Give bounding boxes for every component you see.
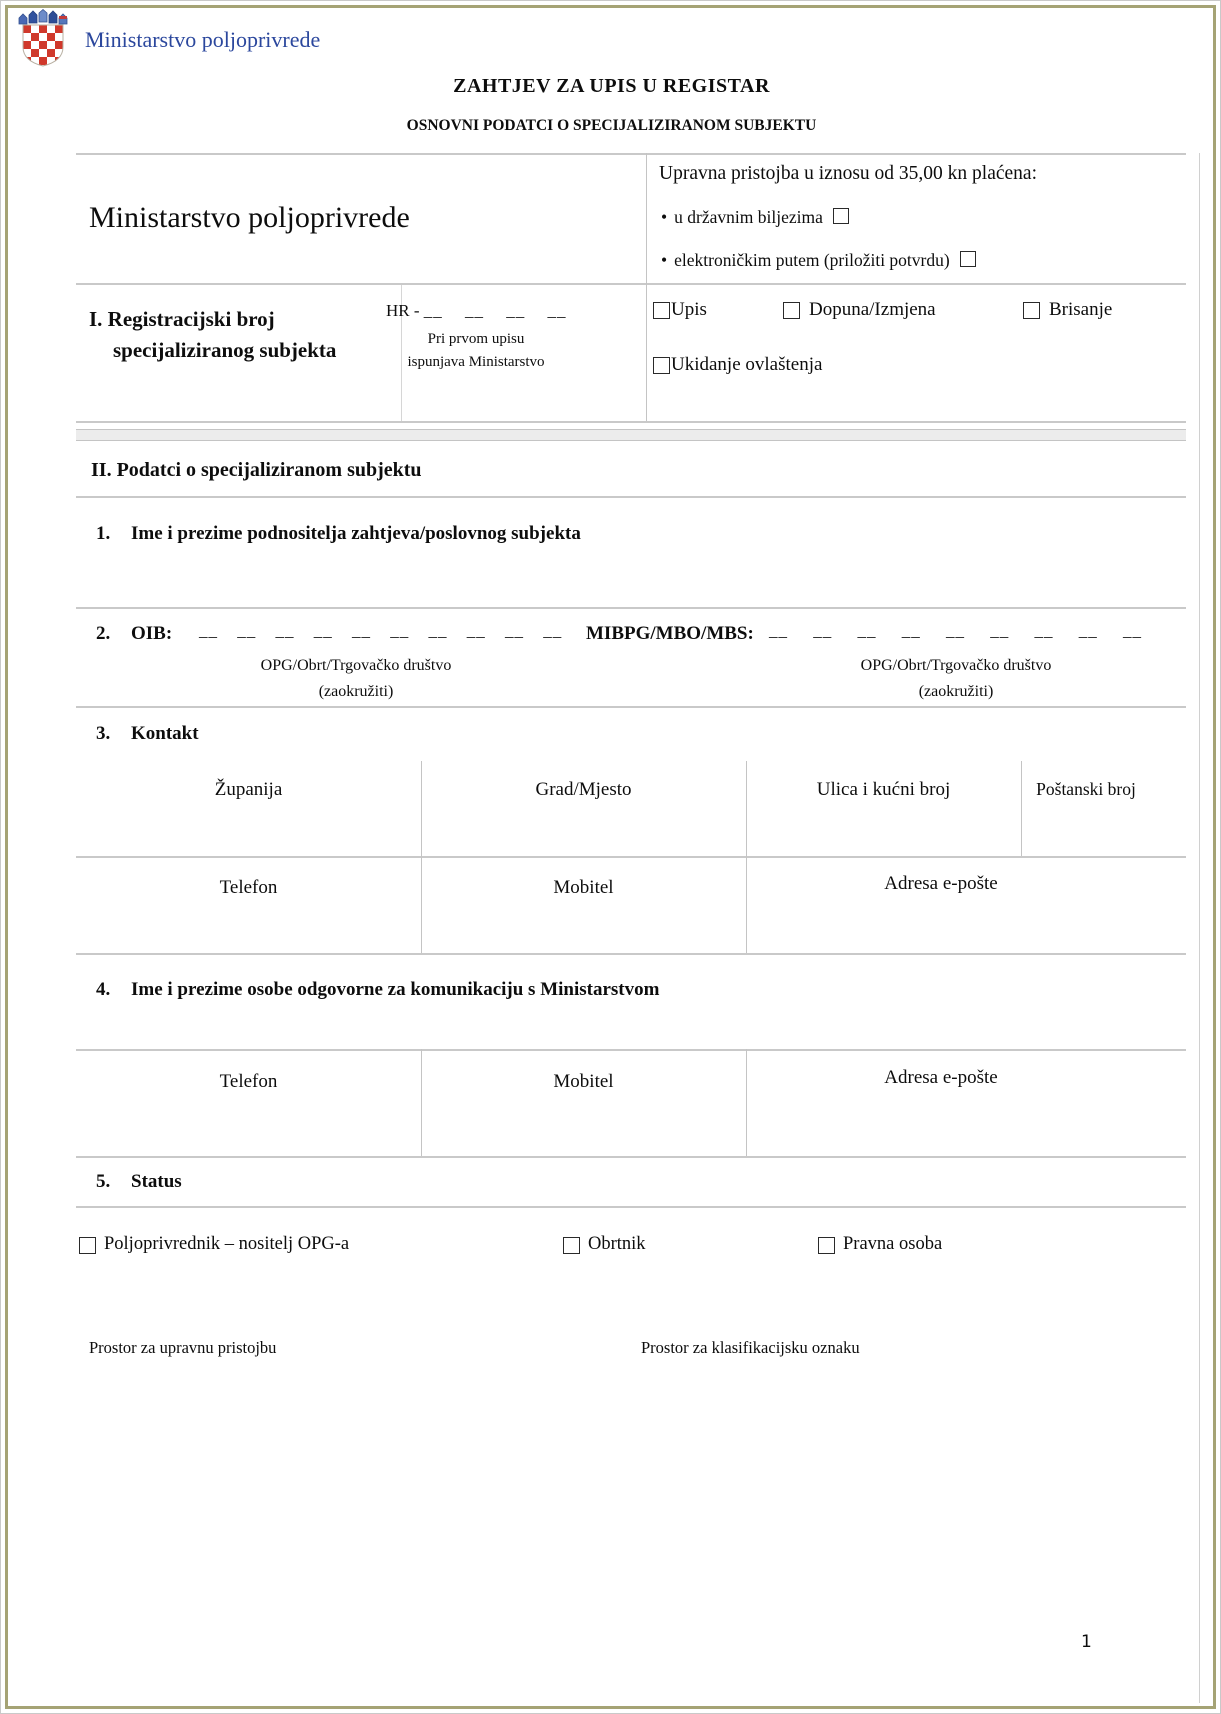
registration-number-field xyxy=(386,301,567,321)
item4-header-telefon: Telefon xyxy=(219,1071,278,1092)
page-number: 1 xyxy=(1081,1632,1092,1652)
kontakt-header-grad-mjesto: Grad/Mjesto xyxy=(535,779,632,800)
mibpg-note-line2: (zaokružiti) xyxy=(918,683,994,700)
kontakt-header-telefon: Telefon xyxy=(219,877,278,898)
status-pravna-osoba-label: Pravna osoba xyxy=(843,1234,943,1254)
status-obrtnik-checkbox[interactable] xyxy=(563,1237,580,1254)
bullet-icon: • xyxy=(661,207,668,227)
item1-number: 1. xyxy=(96,523,111,544)
bullet-icon: • xyxy=(661,250,668,270)
divider-line xyxy=(76,856,1186,858)
item4-title: Ime i prezime osobe odgovorne za komunikaciju s Ministarstvom xyxy=(131,979,660,1000)
classification-area-label: Prostor za klasifikacijsku oznaku xyxy=(641,1338,860,1357)
mibpg-label: MIBPG/MBO/MBS: xyxy=(586,623,754,644)
fee-state-stamps-checkbox[interactable] xyxy=(833,208,849,224)
dopuna-izmjena-label: Dopuna/Izmjena xyxy=(809,299,936,320)
fee-option-state-stamps xyxy=(661,207,849,227)
divider-line xyxy=(76,607,1186,609)
document-title: ZAHTJEV ZA UPIS U REGISTAR xyxy=(453,75,770,97)
fee-option-electronic xyxy=(661,250,976,270)
fee-electronic-checkbox[interactable] xyxy=(960,251,976,267)
status-obrtnik-label: Obrtnik xyxy=(588,1234,646,1254)
item4-header-mobitel: Mobitel xyxy=(553,1071,614,1092)
document-subtitle: OSNOVNI PODATCI O SPECIJALIZIRANOM SUBJEKTU xyxy=(406,117,817,134)
dopuna-izmjena-checkbox[interactable] xyxy=(783,302,800,319)
ministry-name-header: Ministarstvo poljoprivrede xyxy=(85,27,321,52)
kontakt-header-email: Adresa e-pošte xyxy=(884,873,998,894)
item4-header-email: Adresa e-pošte xyxy=(884,1067,998,1088)
item1-title: Ime i prezime podnositelja zahtjeva/poslovnog subjekta xyxy=(131,523,581,544)
mibpg-blanks-field: __ __ __ __ __ __ __ __ __ xyxy=(769,621,1142,640)
divider-line xyxy=(76,496,1186,498)
item5-title: Status xyxy=(131,1171,182,1192)
fee-option-label: u državnim biljezima xyxy=(674,207,823,227)
status-opg-label: Poljoprivrednik – nositelj OPG-a xyxy=(104,1234,350,1254)
status-opg-checkbox[interactable] xyxy=(79,1237,96,1254)
kontakt-header-zupanija: Županija xyxy=(214,779,283,800)
mibpg-note-line1: OPG/Obrt/Trgovačko društvo xyxy=(860,657,1052,674)
section-i-heading-line2: specijaliziranog subjekta xyxy=(113,338,337,362)
divider-line xyxy=(76,953,1186,955)
oib-label: OIB: xyxy=(131,623,173,644)
kontakt-header-mobitel: Mobitel xyxy=(553,877,614,898)
org-name-cell: Ministarstvo poljoprivrede xyxy=(89,201,410,234)
oib-note-line1: OPG/Obrt/Trgovačko društvo xyxy=(260,657,452,674)
section-ii-heading: II. Podatci o specijaliziranom subjektu xyxy=(91,459,422,481)
kontakt-header-postanski-broj: Poštanski broj xyxy=(1036,779,1136,799)
reg-note-line2: ispunjava Ministarstvo xyxy=(407,354,545,370)
item2-number: 2. xyxy=(96,623,111,644)
item3-title: Kontakt xyxy=(131,723,199,744)
reg-note-line1: Pri prvom upisu xyxy=(427,331,525,347)
item3-number: 3. xyxy=(96,723,111,744)
status-pravna-osoba-checkbox[interactable] xyxy=(818,1237,835,1254)
table-right-border xyxy=(1199,153,1200,1703)
kontakt-header-ulica: Ulica i kućni broj xyxy=(816,779,951,800)
ukidanje-ovlastenja-checkbox[interactable] xyxy=(653,357,670,374)
divider-line xyxy=(76,1156,1186,1158)
item4-number: 4. xyxy=(96,979,111,1000)
item5-number: 5. xyxy=(96,1171,111,1192)
brisanje-checkbox[interactable] xyxy=(1023,302,1040,319)
cell-border xyxy=(646,153,647,421)
fee-option-label: elektroničkim putem (priložiti potvrdu) xyxy=(674,250,950,270)
divider-line xyxy=(76,1206,1186,1208)
upis-checkbox[interactable] xyxy=(653,302,670,319)
fee-title: Upravna pristojba u iznosu od 35,00 kn plaćena: xyxy=(659,163,1037,184)
divider-line xyxy=(76,706,1186,708)
brisanje-label: Brisanje xyxy=(1049,299,1113,320)
stamp-area-label: Prostor za upravnu pristojbu xyxy=(89,1338,277,1357)
cell-border xyxy=(1021,761,1022,856)
ukidanje-ovlastenja-label: Ukidanje ovlaštenja xyxy=(671,354,823,375)
reg-prefix: HR - xyxy=(386,301,420,320)
divider-line xyxy=(76,1049,1186,1051)
divider-line xyxy=(76,421,1186,423)
upis-label: Upis xyxy=(671,299,707,320)
cell-border xyxy=(746,1049,747,1156)
divider-line xyxy=(76,283,1186,285)
oib-blanks-field: __ __ __ __ __ __ __ __ __ __ xyxy=(199,621,563,640)
section-separator-band xyxy=(76,429,1186,441)
reg-number-blanks: __ __ __ __ xyxy=(423,301,567,320)
divider-line xyxy=(76,153,1186,155)
section-i-heading-line1: I. Registracijski broj xyxy=(89,307,275,331)
croatian-coat-of-arms-logo xyxy=(15,8,71,68)
cell-border xyxy=(421,1049,422,1156)
oib-note-line2: (zaokružiti) xyxy=(318,683,394,700)
